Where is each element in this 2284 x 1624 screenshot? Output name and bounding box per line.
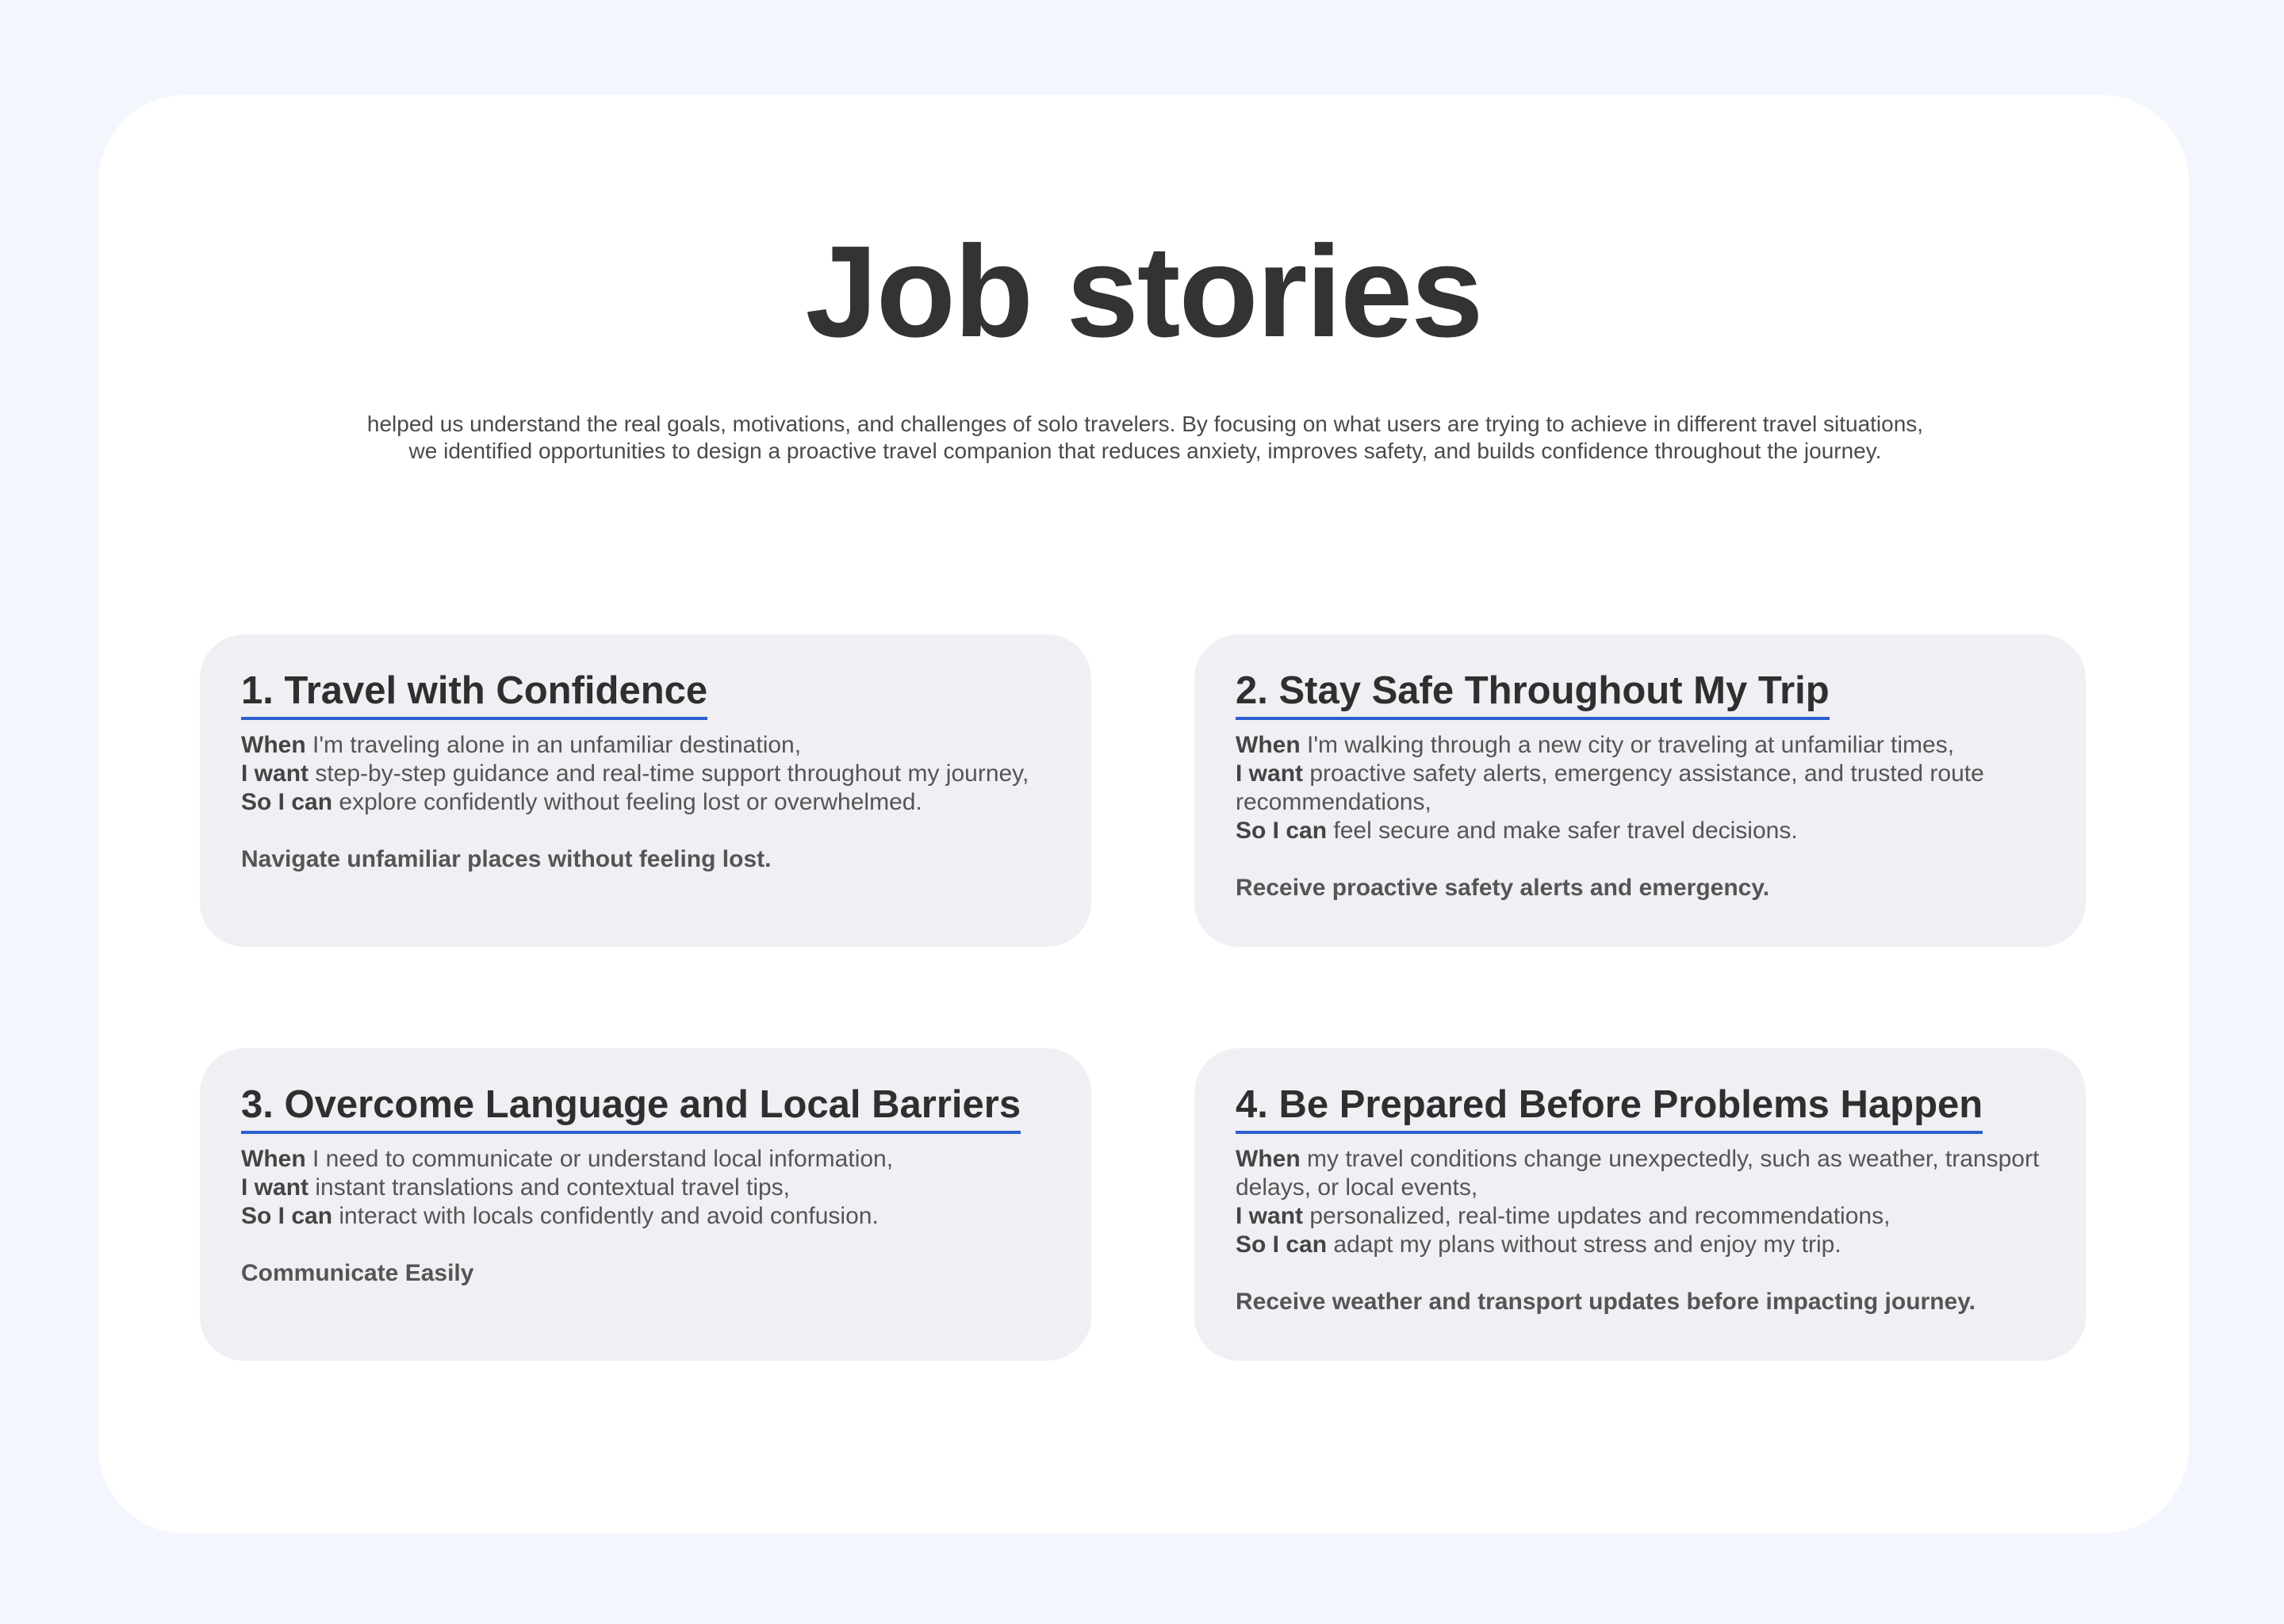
want-text: instant translations and contextual travel tips, [308, 1174, 791, 1201]
can-text: adapt my plans without stress and enjoy my trip. [1327, 1231, 1841, 1258]
can-label: So I can [1236, 818, 1328, 844]
when-line [1236, 1145, 2044, 1202]
can-label: So I can [1236, 1231, 1328, 1258]
want-label: I want [1236, 760, 1304, 787]
job-story-card [200, 634, 1091, 947]
job-story-body [241, 731, 1050, 817]
want-label: I want [241, 760, 309, 787]
can-label: So I can [241, 789, 333, 815]
can-text: explore confidently without feeling lost or overwhelmed. [332, 789, 922, 815]
intro-paragraph: helped us understand the real goals, motivations, and challenges of solo travelers. By focusing on what users are trying to achieve in different travel situations, we identified opportunities to design a proactive travel companion that reduces anxiety, improves safety, and builds confidence throughout the journey. [366, 412, 1924, 463]
want-line [241, 760, 1050, 788]
when-label: When [241, 1146, 306, 1172]
job-story-summary: Navigate unfamiliar places without feeling lost. [241, 846, 772, 872]
job-story-title: 4. Be Prepared Before Problems Happen [1236, 1080, 1983, 1134]
want-line [1236, 760, 2044, 817]
can-line [241, 1202, 1050, 1231]
job-story-body [241, 1145, 1050, 1231]
when-text: I'm traveling alone in an unfamiliar destination, [305, 732, 802, 758]
when-line [241, 1145, 1050, 1174]
job-story-card [1194, 1048, 2086, 1361]
page-title: Job stories [805, 219, 1482, 364]
can-line [1236, 1231, 2044, 1259]
can-text: interact with locals confidently and avoid confusion. [332, 1203, 879, 1229]
can-label: So I can [241, 1203, 333, 1229]
when-text: I'm walking through a new city or traveling at unfamiliar times, [1300, 732, 1955, 758]
job-story-title: 3. Overcome Language and Local Barriers [241, 1080, 1021, 1134]
want-line [1236, 1202, 2044, 1231]
want-text: step-by-step guidance and real-time support throughout my journey, [308, 760, 1029, 787]
job-story-title: 1. Travel with Confidence [241, 666, 707, 720]
job-story-summary: Receive weather and transport updates before impacting journey. [1236, 1289, 1976, 1315]
when-label: When [241, 732, 306, 758]
job-story-title: 2. Stay Safe Throughout My Trip [1236, 666, 1830, 720]
want-text: proactive safety alerts, emergency assistance, and trusted route recommendations, [1236, 760, 1984, 815]
can-line [241, 788, 1050, 817]
want-line [241, 1174, 1050, 1202]
want-label: I want [241, 1174, 309, 1201]
job-story-body [1236, 731, 2044, 845]
when-label: When [1236, 1146, 1301, 1172]
job-story-summary: Receive proactive safety alerts and emergency. [1236, 875, 1770, 901]
job-story-card [200, 1048, 1091, 1361]
job-story-summary: Communicate Easily [241, 1260, 474, 1286]
can-line [1236, 817, 2044, 845]
can-text: feel secure and make safer travel decisions. [1327, 818, 1798, 844]
job-story-card [1194, 634, 2086, 947]
content-panel [98, 95, 2189, 1534]
want-label: I want [1236, 1203, 1304, 1229]
want-text: personalized, real-time updates and recommendations, [1303, 1203, 1891, 1229]
when-line [241, 731, 1050, 760]
when-text: my travel conditions change unexpectedly, such as weather, transport delays, or local events, [1236, 1146, 2040, 1201]
when-text: I need to communicate or understand local information, [305, 1146, 894, 1172]
when-line [1236, 731, 2044, 760]
job-story-body [1236, 1145, 2044, 1259]
when-label: When [1236, 732, 1301, 758]
